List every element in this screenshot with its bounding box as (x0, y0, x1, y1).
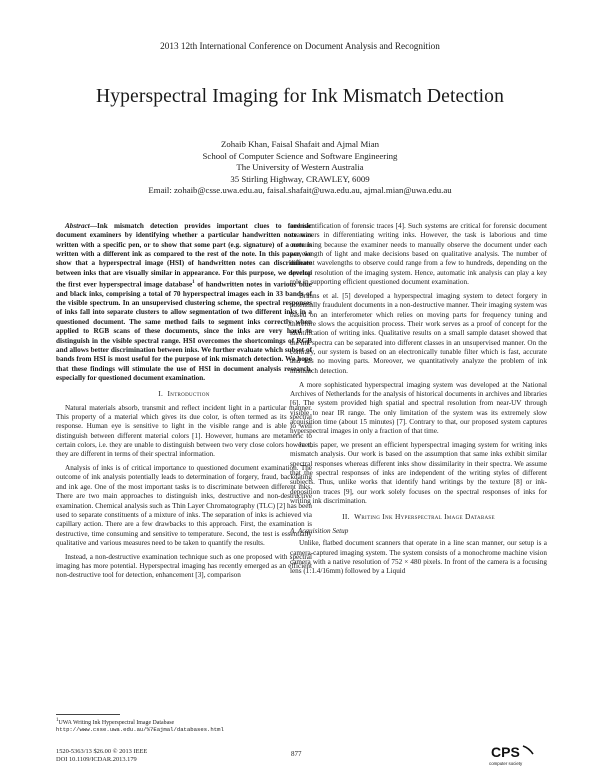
footnote-rule (56, 714, 120, 715)
author-names: Zohaib Khan, Faisal Shafait and Ajmal Mian (220, 139, 380, 149)
footnote-marker: 1 (192, 280, 195, 286)
section-title: Introduction (167, 389, 210, 399)
paragraph: Natural materials absorb, transmit and reflect incident light in a particular manner. This property of a material which gives its due color, is often termed as its spectral response. Human eye is sensitive to light in the visible range and is able to well distinguish between different material colors [1]. However, humans are metameric to certain colors, i.e. they are unable to distinguish between two very close colors however, they are different in terms of their spectral information. (56, 403, 312, 459)
abstract-text: —Ink mismatch detection provides important clues to forensic document examiners by identifying whether a particular handwritten note was written with a specific pen, or to show that some part (e.g. signature) of a note is written with a different ink as compared to the rest of the note. In this paper, we show that a hyperspectral image (HSI) of handwritten notes can discriminate between inks that are visually similar in appearance. For this purpose, we develop the first ever hyperspectral image database (56, 222, 312, 289)
footnote-number: 1 (56, 718, 59, 723)
doi-line: DOI 10.1109/ICDAR.2013.179 (56, 756, 137, 763)
logo-text: CPS (491, 744, 520, 760)
abstract-text-cont: of handwritten notes in various blue and black inks, comprising a total of 70 hyperspectral images each in 33 bands of the visible spectrum. In an unsupervised clustering scheme, the spectral responses of inks fall into separate clusters to allow segmentation of two different inks in a questioned document. The same method fails to segment inks correctly when applied to RGB scans of these documents, since the inks are very hard to distinguish in the visible spectral range. HSI overcomes the shortcomings of RGB and allows better discrimination between inks. We further evaluate which subset of bands from HSI is most useful for the purpose of ink mismatch detection. We hope that these findings will stimulate the use of HSI in document analysis research, especially for questioned document examination. (56, 280, 312, 382)
section-title: Writing Ink Hyperspectral Image Database (354, 512, 495, 522)
cps-logo-icon (487, 742, 547, 768)
section-number: I. (158, 389, 164, 399)
right-column (290, 222, 547, 581)
section-number: II. (342, 512, 350, 522)
abstract-label: Abstract (65, 222, 90, 230)
section-heading-intro (56, 389, 312, 398)
affiliation-university: The University of Western Australia (236, 162, 364, 173)
subsection-heading: A. Acquisition Setup (290, 526, 349, 535)
paragraph: Instead, a non-destructive examination technique such as one proposed with spectral imaging has more potential. Hyperspectral imaging has recently emerged as an efficient non-destructive tool for detection, enhancement [3], comparison (56, 552, 312, 580)
abstract (56, 222, 312, 383)
affiliation-school: School of Computer Science and Software Engineering (202, 150, 398, 161)
page-number: 877 (291, 750, 302, 758)
paper-title: Hyperspectral Imaging for Ink Mismatch Detection (96, 86, 504, 107)
conference-header: 2013 12th International Conference on Document Analysis and Recognition (160, 41, 440, 51)
issn-line: 1520-5363/13 $26.00 © 2013 IEEE (56, 748, 148, 755)
paragraph: A more sophisticated hyperspectral imaging system was developed at the National Archives of Netherlands for the analysis of historical documents in archives and libraries [6]. The system provided high spatial and spectral resolution from near-UV through visible to near IR range. The only limitation of the system was its extremely slow acquisition time (about 15 minutes) [7]. Contrary to that, our proposed system captures hyperspectral images in only a fraction of that time. (290, 380, 547, 436)
cps-logo (487, 742, 547, 768)
paragraph: In this paper, we present an efficient hyperspectral imaging system for writing inks mismatch analysis. Our work is based on the assumption that same inks exhibit similar spectral responses whereas different inks show dissimilarity in their spectra. We assume that the spectral responses of inks are independent of the writing styles of different subjects. Thus, unlike works that identify hand writings by the texture [8] or ink-deposition traces [9], our work solely focuses on the spectral responses of inks for writing ink discrimination. (290, 441, 547, 506)
logo-subtext: computer society (489, 761, 523, 766)
paragraph: Analysis of inks is of critical importance to questioned document examination. The outcome of ink analysis potentially leads to determination of forgery, fraud, backdating and ink age. One of the most important tasks is to discriminate between different inks. There are two main approaches to distinguish inks, destructive and non-destructive examination. Chemical analysis such as Thin Layer Chromatography (TLC) [2] has been used to separate constituents of a mixture of inks. The separation of inks is achieved via capillary action. There are a few drawbacks to this approach. First, the examination is destructive, time consuming and sensitive to temperature. Second, the test is essentially qualitative and various measures need to be taken to quantify the results. (56, 464, 312, 547)
author-emails: Email: zohaib@csse.uwa.edu.au, faisal.shafait@uwa.edu.au, ajmal.mian@uwa.edu.au (148, 185, 452, 196)
paragraph: Unlike, flatbed document scanners that operate in a line scan manner, our setup is a camera-captured imaging system. The system consists of a monochrome machine vision camera with a native resolution of 752 × 480 pixels. In front of the camera is a focusing lens (1:1.4/16mm) followed by a Liquid (290, 539, 547, 576)
paragraph: Brauns et al. [5] developed a hyperspectral imaging system to detect forgery in potentially fraudulent documents in a non-destructive manner. Their imaging system was based on an interferometer which relies on moving parts for frequency tuning and therefore slows the acquisition process. Their work serves as a proof of concept for the identification of writing inks. Qualitative results on a small sample dataset showed that the ink spectra can be separated into different classes in an unsupervised manner. On the contrary, our system is based on an electronically tunable filter which is fast, accurate and has no moving parts. Moreover, we quantitatively analyze the problem of ink mismatch detection. (290, 291, 547, 375)
section-heading-database (290, 512, 547, 521)
footnote-url[interactable]: http://www.csse.uwa.edu.au/%7Eajmal/databases.html (56, 726, 224, 733)
affiliation-address: 35 Stirling Highway, CRAWLEY, 6009 (230, 173, 370, 184)
footnote-text: UWA Writing Ink Hyperspectral Image Database (58, 719, 175, 726)
left-column (56, 222, 312, 585)
paragraph: and identification of forensic traces [4]. Such systems are critical for forensic document examiners in differentiating writing inks. However, the task is laborious and time consuming because the examiner needs to manually observe the document under each wavelength of light and make decisions based on qualitative analysis. The number of different wavelengths to observe could range from a few to hundreds, depending on the spectral resolution of the imaging system. Hence, automatic ink analysis can play a key role in supporting efficient questioned document examination. (290, 222, 547, 287)
author-block (0, 139, 600, 197)
